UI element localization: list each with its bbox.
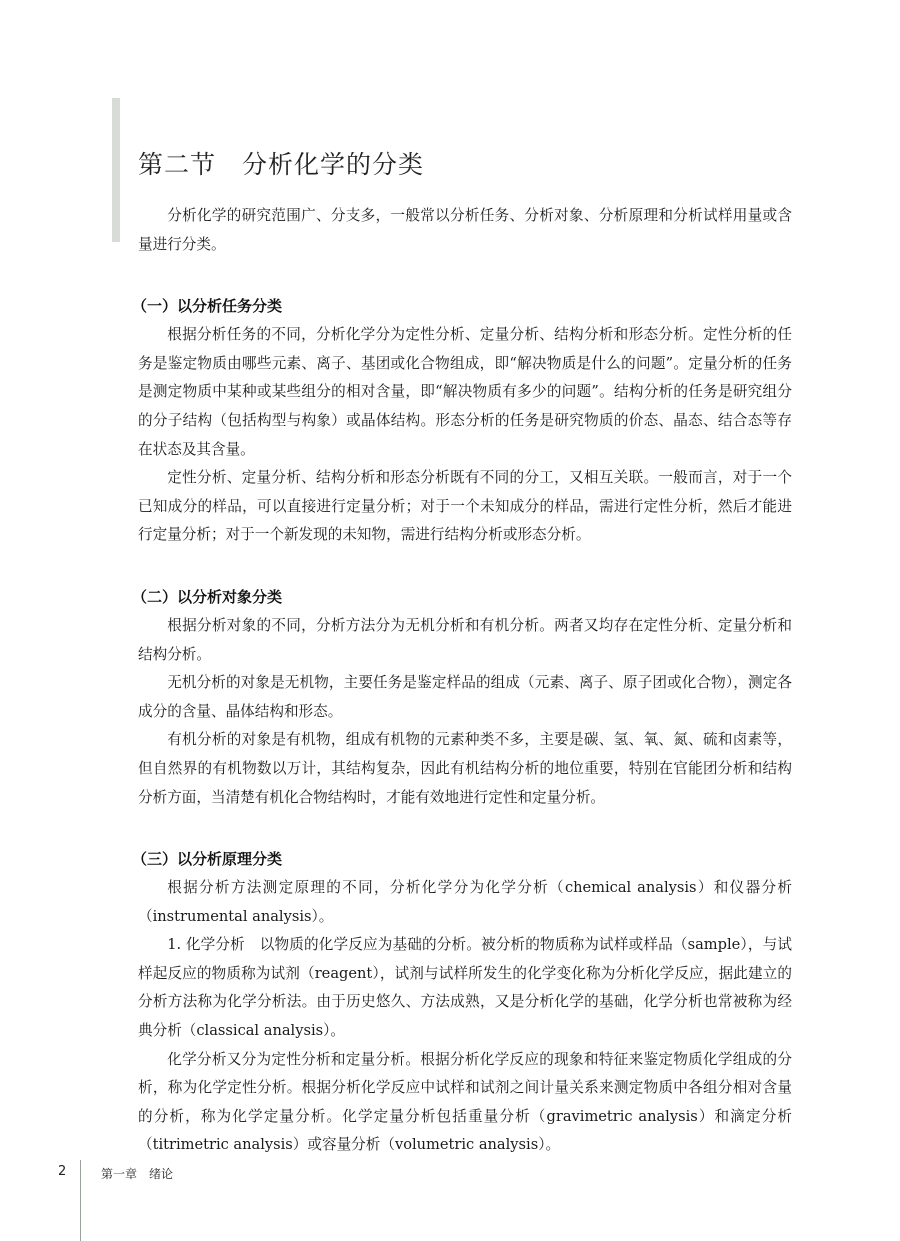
paragraph: 有机分析的对象是有机物，组成有机物的元素种类不多，主要是碳、氢、氧、氮、硫和卤素等，但自然界的有机物数以万计，其结构复杂，因此有机结构分析的地位重要，特别在官能团分析和结构分析方面，当清楚有机化合物结构时，才能有效地进行定性和定量分析。 <box>138 731 792 806</box>
section-accent-bar <box>112 98 120 242</box>
paragraph: 无机分析的对象是无机物，主要任务是鉴定样品的组成（元素、离子、原子团或化合物），测定各成分的含量、晶体结构和形态。 <box>138 674 792 720</box>
subsection-heading-principle: （三）以分析原理分类 <box>132 850 283 869</box>
paragraph: 根据分析方法测定原理的不同，分析化学分为化学分析（chemical analysis）和仪器分析（instrumental analysis）。 <box>138 879 792 925</box>
paragraph: 根据分析对象的不同，分析方法分为无机分析和有机分析。两者又均存在定性分析、定量分析和结构分析。 <box>138 616 792 663</box>
paragraph: 化学分析又分为定性分析和定量分析。根据分析化学反应的现象和特征来鉴定物质化学组成的分析，称为化学定性分析。根据分析化学反应中试样和试剂之间计量关系来测定物质中各组分相对含量的分析，称为化学定量分析。化学定量分析包括重量分析（gravimetric analysis）和滴定分析（titrimetric analysis）或容量分析（volumetric analysis）。 <box>138 1050 792 1154</box>
paragraph: 定性分析、定量分析、结构分析和形态分析既有不同的分工，又相互关联。一般而言，对于一个已知成分的样品，可以直接进行定量分析；对于一个未知成分的样品，需进行定性分析，然后才能进行定量分析；对于一个新发现的未知物，需进行结构分析或形态分析。 <box>138 469 792 544</box>
intro-paragraph: 分析化学的研究范围广、分支多，一般常以分析任务、分析对象、分析原理和分析试样用量或含量进行分类。 <box>138 207 792 253</box>
running-footer-chapter: 第一章 绪论 <box>101 1167 174 1181</box>
section-title: 第二节 分析化学的分类 <box>138 150 425 179</box>
paragraph: 1. 化学分析 以物质的化学反应为基础的分析。被分析的物质称为试样或样品（sample），与试样起反应的物质称为试剂（reagent），试剂与试样所发生的化学变化称为分析化学反应，据此建立的分析方法称为化学分析法。由于历史悠久、方法成熟，又是分析化学的基础，化学分析也常被称为经典分析（classical analysis）。 <box>138 936 792 1040</box>
paragraph: 根据分析任务的不同，分析化学分为定性分析、定量分析、结构分析和形态分析。定性分析的任务是鉴定物质由哪些元素、离子、基团或化合物组成，即“解决物质是什么的问题”。定量分析的任务是测定物质中某种或某些组分的相对含量，即“解决物质有多少的问题”。结构分析的任务是研究组分的分子结构（包括构型与构象）或晶体结构。形态分析的任务是研究物质的价态、晶态、结合态等存在状态及其含量。 <box>138 326 792 458</box>
footer-divider <box>80 1160 81 1241</box>
page-number: 2 <box>58 1164 67 1179</box>
page-content <box>132 202 792 1160</box>
subsection-heading-task: （一）以分析任务分类 <box>132 297 283 316</box>
subsection-heading-object: （二）以分析对象分类 <box>132 587 283 606</box>
